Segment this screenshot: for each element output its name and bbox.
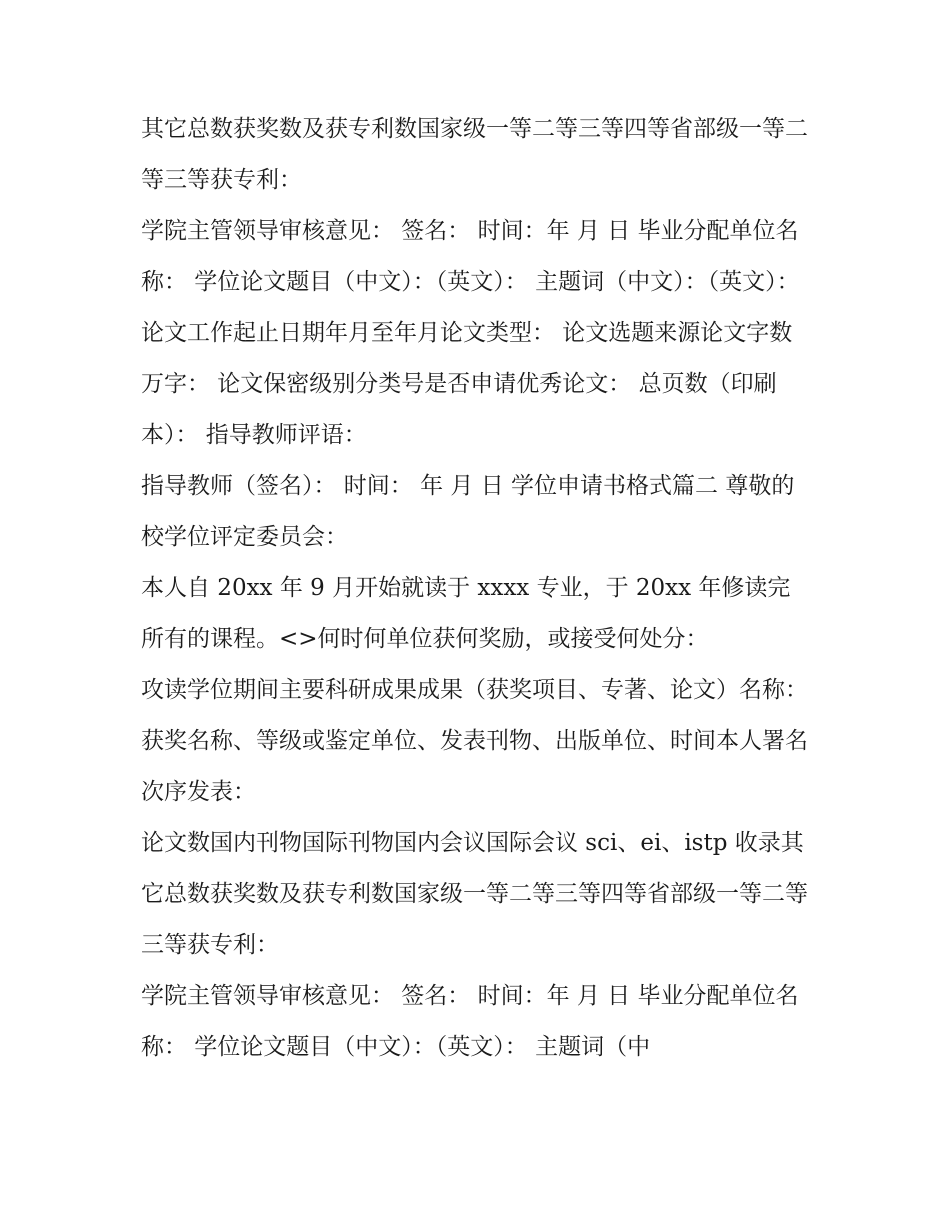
paragraph-publication-counts: 论文数国内刊物国际刊物国内会议国际会议 sci、ei、istp 收录其它总数获奖数及获专利数国家级一等二等三等四等省部级一等二等三等获专利： xyxy=(141,830,808,958)
document-body xyxy=(141,104,813,1073)
paragraph-leader-review: 学院主管领导审核意见： 签名： 时间：年 月 日 毕业分配单位名称： 学位论文题目（中文）：（英文）： 主题词（中文）：（英文）： xyxy=(141,218,800,295)
paragraph-study-period: 本人自 20xx 年 9 月开始就读于 xxxx 专业，于 20xx 年修读完所有的课程。<>何时何单位获何奖励，或接受何处分： xyxy=(141,575,791,652)
paragraph-research-results: 攻读学位期间主要科研成果成果（获奖项目、专著、论文）名称： 获奖名称、等级或鉴定单位、发表刊物、出版单位、时间本人署名次序发表： xyxy=(141,677,808,805)
paragraph-leader-review-repeat: 学院主管领导审核意见： 签名： 时间：年 月 日 毕业分配单位名称： 学位论文题目（中文）：（英文）： 主题词（中 xyxy=(141,983,799,1060)
paragraph-awards-patents: 其它总数获奖数及获专利数国家级一等二等三等四等省部级一等二等三等获专利： xyxy=(141,116,808,193)
paragraph-thesis-info: 论文工作起止日期年月至年月论文类型： 论文选题来源论文字数万字： 论文保密级别分类号是否申请优秀论文： 总页数（印刷本）： 指导教师评语： xyxy=(141,320,793,448)
paragraph-supervisor-signature: 指导教师（签名）： 时间： 年 月 日 学位申请书格式篇二 尊敬的校学位评定委员会： xyxy=(141,473,795,550)
